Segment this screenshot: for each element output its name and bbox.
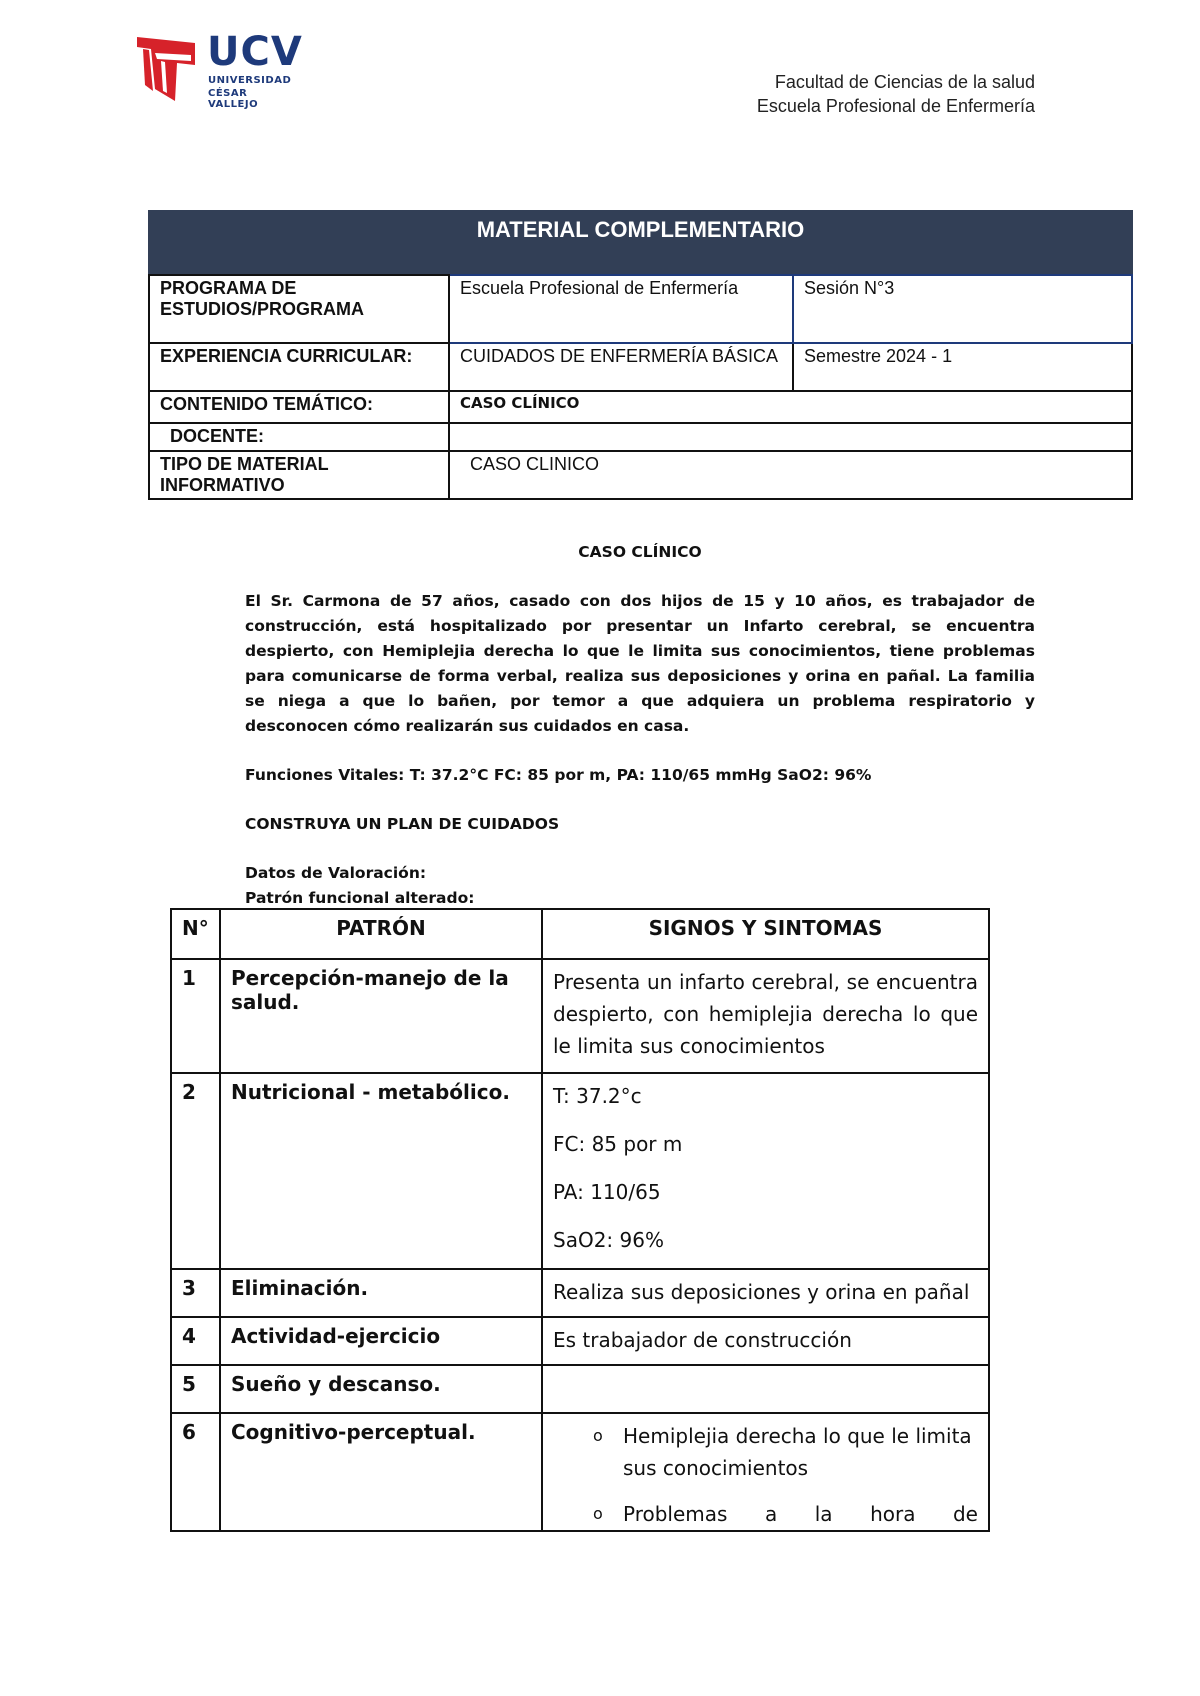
bullet-text: Problemas a la hora de	[623, 1502, 978, 1526]
row-signs: Es trabajador de construcción	[542, 1317, 989, 1365]
row-pattern: Sueño y descanso.	[220, 1365, 542, 1413]
row-signs: Presenta un infarto cerebral, se encuentra despierto, con hemiplejia derecha lo que le limita sus conocimientos	[542, 959, 989, 1073]
row-pattern: Cognitivo-perceptual.	[220, 1413, 542, 1531]
row-number: 4	[171, 1317, 220, 1365]
school-name: Escuela Profesional de Enfermería	[756, 96, 1035, 116]
program-value: Escuela Profesional de Enfermería	[449, 275, 793, 343]
table-header-row	[171, 909, 989, 959]
table-row	[171, 1073, 989, 1269]
table-row	[171, 959, 989, 1073]
faculty-name: Facultad de Ciencias de la salud	[774, 72, 1035, 92]
sign-heart-rate: FC: 85 por m	[553, 1132, 683, 1156]
row-number: 3	[171, 1269, 220, 1317]
content-value: CASO CLÍNICO	[449, 391, 1132, 423]
col-header-number: N°	[171, 909, 220, 959]
teacher-value	[449, 423, 1132, 451]
row-signs	[542, 1413, 989, 1531]
table-row	[171, 1269, 989, 1317]
logo-line1: UNIVERSIDAD	[208, 75, 292, 86]
experience-row	[149, 343, 1132, 391]
row-signs	[542, 1073, 989, 1269]
circle-bullet-icon: o	[593, 1426, 603, 1445]
row-signs	[542, 1365, 989, 1413]
vital-signs: Funciones Vitales: T: 37.2°C FC: 85 por m, PA: 110/65 mmHg SaO2: 96%	[245, 766, 872, 784]
case-section	[245, 540, 1035, 911]
case-title: CASO CLÍNICO	[578, 543, 702, 561]
type-row	[149, 451, 1132, 499]
list-item	[593, 1420, 978, 1484]
sign-blood-pressure: PA: 110/65	[553, 1180, 661, 1204]
teacher-label: DOCENTE:	[149, 423, 449, 451]
sign-oxygen-saturation: SaO2: 96%	[553, 1228, 664, 1252]
content-label: CONTENIDO TEMÁTICO:	[149, 391, 449, 423]
material-banner: MATERIAL COMPLEMENTARIO	[148, 210, 1133, 274]
row-pattern: Percepción-manejo de la salud.	[220, 959, 542, 1073]
ucv-shield-icon	[135, 35, 197, 105]
functional-pattern-table	[170, 908, 990, 1532]
row-pattern: Nutricional - metabólico.	[220, 1073, 542, 1269]
assessment-label: Datos de Valoración:	[245, 864, 427, 882]
session-value: Sesión N°3	[793, 275, 1132, 343]
bullet-text: Hemiplejia derecha lo que le limita sus conocimientos	[623, 1424, 972, 1480]
list-item	[593, 1498, 978, 1530]
program-row	[149, 275, 1132, 343]
semester-value: Semestre 2024 - 1	[793, 343, 1132, 391]
type-label: TIPO DE MATERIAL INFORMATIVO	[149, 451, 449, 499]
logo-line2: CÉSAR VALLEJO	[208, 88, 259, 110]
university-logo	[135, 29, 303, 110]
logo-wordmark: UCV	[207, 29, 303, 75]
table-row	[171, 1413, 989, 1531]
content-row	[149, 391, 1132, 423]
type-value: CASO CLINICO	[449, 451, 1132, 499]
table-row	[171, 1365, 989, 1413]
row-number: 5	[171, 1365, 220, 1413]
row-number: 1	[171, 959, 220, 1073]
experience-value: CUIDADOS DE ENFERMERÍA BÁSICA	[449, 343, 793, 391]
care-plan-instruction: CONSTRUYA UN PLAN DE CUIDADOS	[245, 815, 560, 833]
cognitive-bullet-list	[553, 1420, 978, 1530]
experience-label: EXPERIENCIA CURRICULAR:	[149, 343, 449, 391]
row-pattern: Eliminación.	[220, 1269, 542, 1317]
row-signs: Realiza sus deposiciones y orina en pañal	[542, 1269, 989, 1317]
program-label: PROGRAMA DE ESTUDIOS/PROGRAMA	[149, 275, 449, 343]
pattern-label: Patrón funcional alterado:	[245, 889, 475, 907]
sign-temperature: T: 37.2°c	[553, 1084, 642, 1108]
row-number: 2	[171, 1073, 220, 1269]
col-header-pattern: PATRÓN	[220, 909, 542, 959]
case-paragraph: El Sr. Carmona de 57 años, casado con dos hijos de 15 y 10 años, es trabajador de construcción, está hospitalizado por presentar un Infarto cerebral, se encuentra despierto, con Hemiplejia derecha lo que le limita sus conocimientos, tiene problemas para comunicarse de forma verbal, realiza sus deposiciones y orina en pañal. La familia se niega a que lo bañen, por temor a que adquiera un problema respiratorio y desconocen cómo realizarán sus cuidados en casa.	[245, 592, 1035, 735]
row-pattern: Actividad-ejercicio	[220, 1317, 542, 1365]
table-row	[171, 1317, 989, 1365]
teacher-row	[149, 423, 1132, 451]
course-info-table	[148, 274, 1133, 500]
row-number: 6	[171, 1413, 220, 1531]
circle-bullet-icon: o	[593, 1504, 603, 1523]
faculty-header	[757, 70, 1035, 118]
col-header-signs: SIGNOS Y SINTOMAS	[542, 909, 989, 959]
